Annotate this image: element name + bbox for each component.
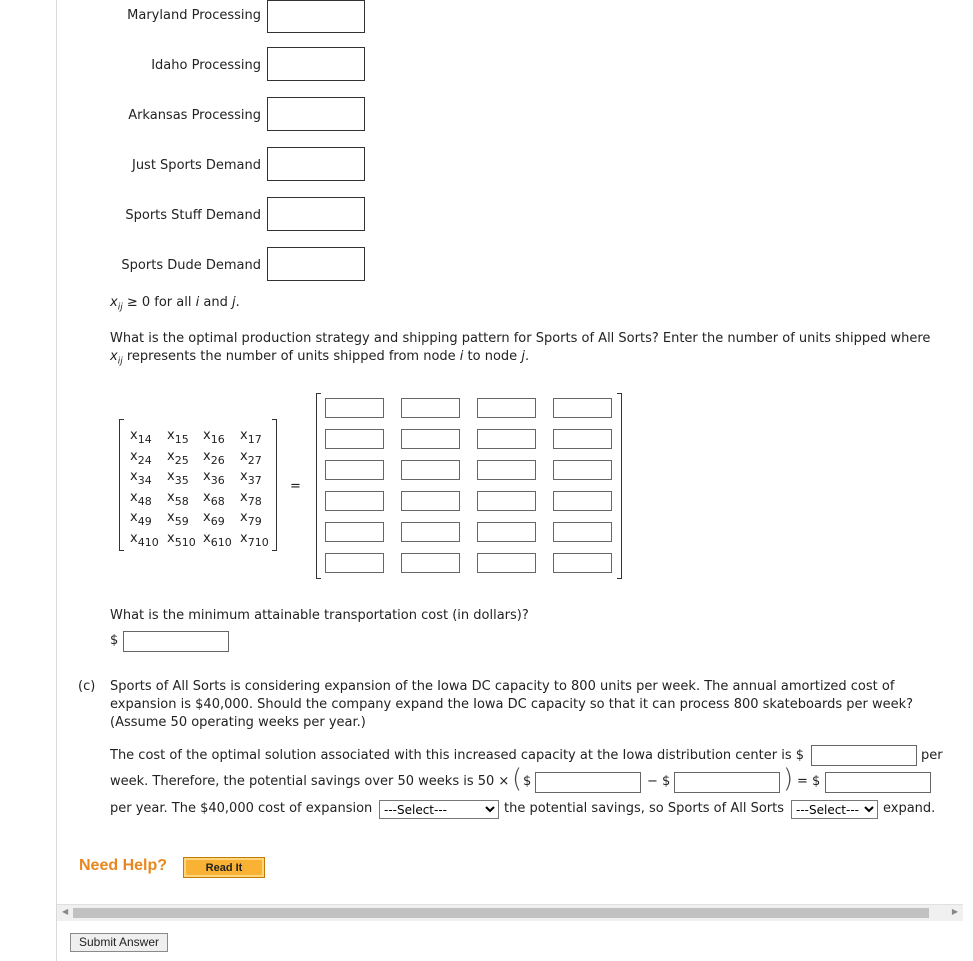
close-paren: ) [783, 764, 794, 794]
cost-sentence: The cost of the optimal solution associated with this increased capacity at the Iowa distribution center is $ [110, 748, 805, 763]
expansion-sentence-2: the potential savings, so Sports of All Sorts [504, 801, 784, 816]
shipment-input[interactable] [553, 460, 612, 480]
matrix-variable: $x_{58}$ [167, 489, 189, 508]
decision-select[interactable] [791, 800, 878, 819]
min-cost-question: What is the minimum attainable transportation cost (in dollars)? [110, 608, 529, 623]
constraint-input-sports-stuff[interactable] [267, 197, 365, 231]
matrix-variable: $x_{59}$ [167, 510, 189, 529]
savings-sentence: week. Therefore, the potential savings over 50 weeks is 50 × [110, 774, 510, 789]
constraint-input-maryland[interactable] [267, 0, 365, 33]
shipment-input[interactable] [477, 522, 536, 542]
matrix-variable: $x_{48}$ [130, 489, 152, 508]
matrix-variable: $x_{15}$ [167, 428, 189, 446]
matrix-variable: $x_{27}$ [240, 448, 262, 467]
savings-minus: − $ [647, 774, 671, 789]
constraint-label: Just Sports Demand [131, 158, 261, 173]
matrix-equals: = [290, 479, 301, 494]
constraint-label: Maryland Processing [127, 8, 261, 23]
left-bracket [119, 419, 124, 551]
new-cost-repeat-input[interactable] [674, 772, 780, 793]
savings-equals: = $ [797, 774, 821, 789]
matrix-variable: $x_{36}$ [203, 469, 225, 488]
shipment-input[interactable] [477, 491, 536, 511]
cost-sentence-end: per [921, 748, 943, 763]
matrix-variable: $x_{710}$ [240, 531, 269, 549]
constraint-label: Sports Dude Demand [121, 258, 261, 273]
need-help-label: Need Help? [79, 857, 168, 874]
expansion-sentence-end: expand. [883, 801, 936, 816]
matrix-variable: $x_{35}$ [167, 469, 189, 488]
answer-right-bracket [617, 393, 622, 579]
shipment-input[interactable] [553, 522, 612, 542]
matrix-variable: $x_{37}$ [240, 469, 262, 488]
shipment-input[interactable] [401, 553, 460, 573]
expansion-sentence: per year. The $40,000 cost of expansion [110, 801, 373, 816]
part-c-tag: (c) [78, 679, 96, 694]
compare-select[interactable] [379, 800, 499, 819]
shipment-input[interactable] [401, 398, 460, 418]
scroll-thumb[interactable] [73, 908, 929, 918]
scroll-right-icon[interactable]: ▶ [951, 907, 958, 916]
savings-dollar: $ [523, 774, 532, 789]
nonnegativity-text: $x_{ij} \ge 0$ for all i and j. [110, 295, 240, 313]
matrix-variable: $x_{26}$ [203, 448, 225, 467]
part-c-prompt: Sports of All Sorts is considering expansion of the Iowa DC capacity to 800 units per week. The annual amortized cost of expansion is $40,000. Should the company expand the Iowa DC capacity so that it can process 800 skateboards per week? (Assume 50 operating weeks per year.) [110, 679, 914, 730]
shipment-input[interactable] [477, 553, 536, 573]
constraint-input-just-sports[interactable] [267, 147, 365, 181]
matrix-variable: $x_{78}$ [240, 489, 262, 508]
shipment-input[interactable] [325, 460, 384, 480]
shipment-input[interactable] [477, 398, 536, 418]
matrix-variable: $x_{68}$ [203, 489, 225, 508]
matrix-variable: $x_{25}$ [167, 448, 189, 467]
matrix-variable: $x_{24}$ [130, 448, 152, 467]
open-paren: ( [512, 764, 523, 794]
matrix-variable: $x_{14}$ [130, 428, 152, 446]
matrix-variable: $x_{17}$ [240, 428, 262, 446]
shipment-input[interactable] [325, 522, 384, 542]
shipment-input[interactable] [325, 398, 384, 418]
shipment-input[interactable] [477, 429, 536, 449]
old-cost-input[interactable] [535, 772, 641, 793]
matrix-variable: $x_{410}$ [130, 531, 159, 549]
shipment-input[interactable] [477, 460, 536, 480]
constraint-input-idaho[interactable] [267, 47, 365, 81]
annual-savings-input[interactable] [825, 772, 931, 793]
constraint-label: Sports Stuff Demand [125, 208, 261, 223]
shipment-input[interactable] [401, 522, 460, 542]
question-text: What is the optimal production strategy and shipping pattern for Sports of All Sorts? Enter the number of units shipped where $x_{ij}$ represents the number of units shipped from node i to node j. [110, 331, 931, 367]
horizontal-scrollbar[interactable] [57, 904, 963, 921]
shipment-input[interactable] [553, 553, 612, 573]
shipment-input[interactable] [401, 429, 460, 449]
shipment-input[interactable] [553, 398, 612, 418]
read-it-button[interactable]: Read It [183, 857, 265, 878]
shipment-input[interactable] [325, 429, 384, 449]
shipment-input[interactable] [553, 429, 612, 449]
constraint-label: Idaho Processing [151, 58, 261, 73]
shipment-input[interactable] [325, 491, 384, 511]
scroll-left-icon[interactable]: ◀ [62, 907, 69, 916]
matrix-variable: $x_{79}$ [240, 510, 262, 529]
submit-answer-button[interactable]: Submit Answer [70, 933, 168, 952]
constraint-label: Arkansas Processing [128, 108, 261, 123]
shipment-input[interactable] [401, 460, 460, 480]
matrix-variable: $x_{49}$ [130, 510, 152, 529]
constraint-input-arkansas[interactable] [267, 97, 365, 131]
shipment-input[interactable] [325, 553, 384, 573]
matrix-variable: $x_{69}$ [203, 510, 225, 529]
shipment-input[interactable] [553, 491, 612, 511]
matrix-variable: $x_{16}$ [203, 428, 225, 446]
matrix-variable: $x_{510}$ [167, 531, 196, 549]
min-cost-currency: $ [110, 633, 119, 648]
answer-left-bracket [316, 393, 321, 579]
new-cost-input[interactable] [811, 745, 917, 766]
matrix-variable: $x_{610}$ [203, 531, 232, 549]
constraint-input-sports-dude[interactable] [267, 247, 365, 281]
shipment-input[interactable] [401, 491, 460, 511]
min-cost-input[interactable] [123, 631, 229, 652]
matrix-variable: $x_{34}$ [130, 469, 152, 488]
